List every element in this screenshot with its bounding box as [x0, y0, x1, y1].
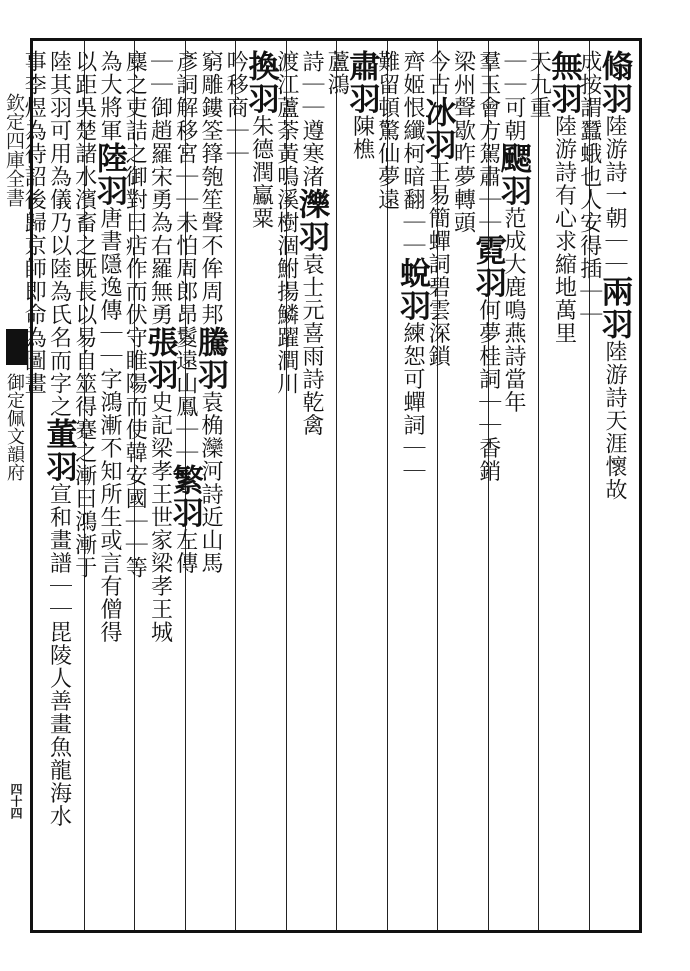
annotation-text: 齊姬恨纖柯暗翻｜｜ — [400, 50, 425, 257]
annotation-text: 宣和畫譜｜｜毘陵人善畫魚龍海水 — [46, 482, 72, 828]
annotation-text: 唐書隱逸傳｜｜字鴻漸不知所生或言有僧得 — [97, 206, 122, 644]
headword: 霓羽 — [469, 234, 506, 299]
text-column — [40, 50, 82, 828]
headword: 翛羽 — [596, 50, 632, 115]
annotation-text: 人安得插｜｜ — [576, 188, 602, 326]
headword: 陸羽 — [91, 142, 127, 207]
text-column — [596, 50, 638, 501]
text-column — [419, 50, 461, 368]
annotation-text: 何夢桂詞｜｜香銷 — [475, 298, 501, 483]
annotation-text: 陸游詩有心求縮地萬里 — [551, 114, 577, 345]
annotation-text: 陸游詩天涯懷故 — [602, 340, 627, 501]
text-column — [526, 50, 562, 119]
text-column — [192, 50, 234, 575]
annotation-text: 鳴溪樹涸鮒揚鱗躍澗川 — [273, 165, 299, 395]
text-column — [469, 50, 512, 483]
annotation-text: 練恕可蟬詞｜｜ — [400, 321, 425, 483]
annotation-text: 梁州聲歇昨夢轉頭 — [450, 50, 476, 234]
text-column — [576, 50, 613, 326]
annotation-text: 左傳 — [172, 528, 198, 575]
text-column — [21, 50, 57, 395]
text-column — [122, 50, 158, 579]
text-column — [273, 50, 310, 395]
column-lead-text: ｜｜可朝 — [501, 50, 526, 142]
text-column — [374, 50, 411, 211]
headword: 冰羽 — [419, 96, 456, 161]
text-column — [545, 50, 587, 345]
column-lead-text: 彥詞解移宮｜｜未怕周郎 — [172, 50, 198, 303]
headword: 騰羽 — [192, 326, 228, 391]
headword: 蛻羽 — [394, 257, 430, 322]
column-lead-text: 為大將軍 — [97, 50, 122, 142]
column-lead-text: 麋之吏詰之御對曰痁作而伏 — [122, 50, 148, 326]
headword: 換羽 — [242, 50, 279, 115]
annotation-text: 守睢陽而使韓安國｜｜等 — [122, 326, 148, 579]
text-column — [91, 50, 133, 644]
annotation-text: 王易簡蟬詞碧雲深鎖 — [425, 160, 451, 368]
text-column — [293, 50, 335, 437]
annotation-text: 陳樵 — [349, 114, 375, 161]
headword: 張羽 — [141, 326, 178, 391]
column-rule — [235, 41, 236, 930]
headword: 無羽 — [545, 50, 582, 115]
text-column — [450, 50, 486, 234]
annotation-text: 成按謂蠶蛾也 — [576, 50, 602, 188]
headword: 繁羽 — [166, 464, 203, 529]
text-column — [166, 50, 209, 575]
column-lead-text: 窮雕鏤筌箨匏笙聲不侔周邦 — [198, 50, 223, 326]
headword: 肅羽 — [343, 50, 380, 115]
column-lead-text: ｜｜御趙羅宋勇為右羅無勇 — [147, 50, 173, 326]
annotation-text: 朱德潤鸁粟 — [248, 114, 274, 230]
annotation-text: 范成大鹿鳴燕詩當年 — [501, 206, 526, 414]
headword: 濼羽 — [293, 188, 329, 253]
folio-number: 四十四 — [9, 783, 23, 819]
column-lead-text: 渡江蘆荼黃 — [273, 50, 299, 165]
text-column — [324, 50, 360, 96]
headword: 董羽 — [40, 418, 77, 483]
text-column — [71, 50, 108, 579]
annotation-text: 陸游詩一朝｜｜ — [602, 114, 627, 276]
text-column — [141, 50, 183, 644]
annotation-text: 史記梁孝王世家梁孝王城 — [147, 390, 173, 644]
annotation-text: 蘆鴻 — [324, 50, 350, 96]
column-lead-text: 陸其羽可用為儀乃以陸為氏名而字之 — [46, 50, 72, 418]
annotation-text: 事李煜為待詔後歸京師即命為圖畫 — [21, 50, 47, 395]
headword: 颸羽 — [495, 142, 531, 207]
annotation-text: 難留頓驚仙夢遠 — [374, 50, 400, 211]
annotation-text: 袁士元喜雨詩乾禽 — [299, 252, 324, 437]
annotation-text: 吟移商｜｜ — [223, 50, 249, 165]
book-title: 欽定四庫全書 — [3, 93, 25, 207]
text-column — [223, 50, 259, 165]
column-lead-text: 今古 — [425, 50, 451, 96]
text-column — [242, 50, 284, 230]
column-lead-text: 以距吳楚 — [71, 50, 97, 142]
text-column — [495, 50, 537, 414]
headword: 兩羽 — [596, 275, 632, 340]
text-column — [394, 50, 436, 483]
section-title: 御定佩文韻府 — [4, 373, 25, 481]
column-lead-text: 詩｜｜遵寒渚 — [299, 50, 324, 188]
column-rule — [538, 41, 539, 930]
column-lead-text: 天九重 — [526, 50, 552, 119]
text-column — [343, 50, 385, 161]
annotation-text: 羣玉會方駕肅｜｜ — [475, 50, 501, 234]
column-rule — [336, 41, 337, 930]
annotation-text: 昂鬉遠山鳳｜｜ — [172, 303, 198, 464]
annotation-text: 袁桷灤河詩近山馬 — [198, 390, 223, 575]
annotation-text: 諸水濱畜之既長以易自筮得蹇之漸曰鴻漸于 — [71, 142, 97, 579]
